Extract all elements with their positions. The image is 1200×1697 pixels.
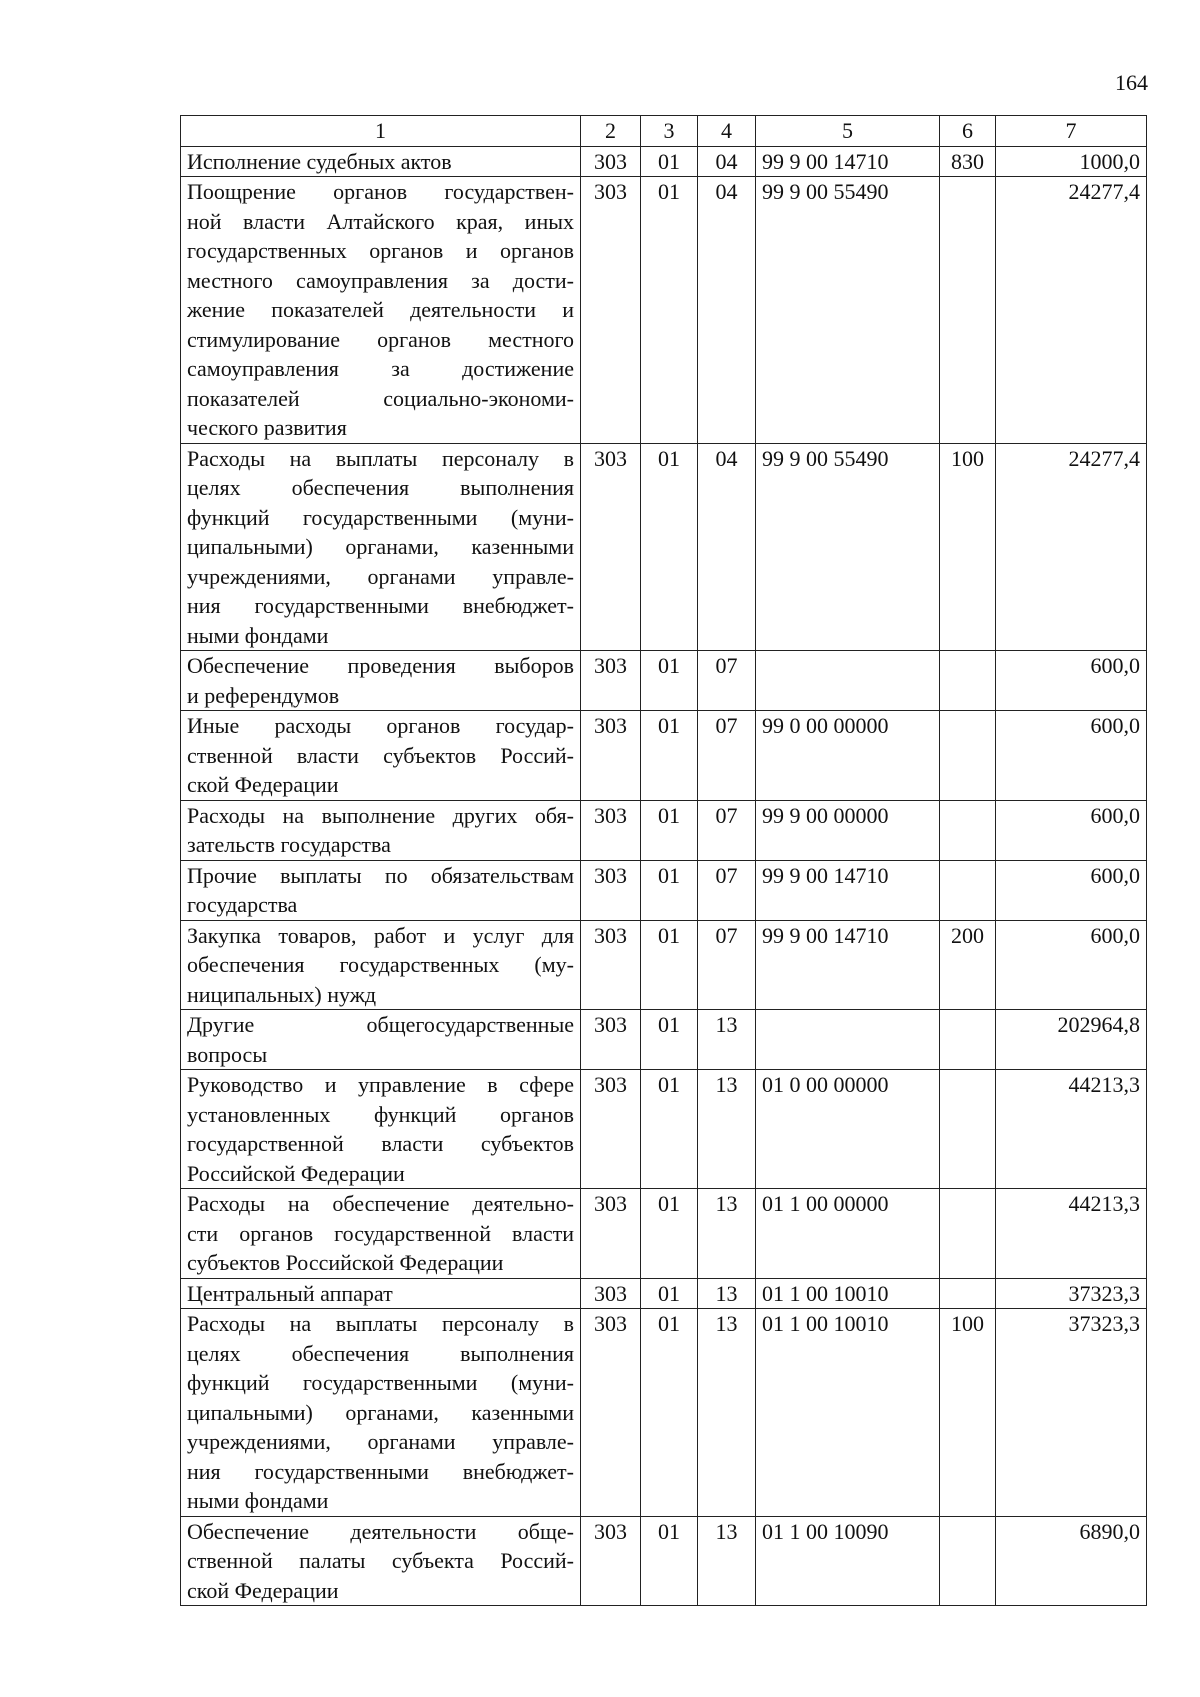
header-col-4: 4 xyxy=(698,116,756,147)
cell-item-name xyxy=(181,920,581,1010)
cell-target-article: 01 1 00 00000 xyxy=(756,1189,940,1279)
cell-amount: 6890,0 xyxy=(996,1516,1147,1606)
cell-subsection: 13 xyxy=(698,1189,756,1279)
cell-section: 01 xyxy=(641,1278,698,1309)
page-number: 164 xyxy=(1115,70,1148,95)
cell-item-name xyxy=(181,177,581,444)
cell-ministry-code: 303 xyxy=(581,1070,641,1189)
cell-expense-type xyxy=(940,1010,996,1070)
cell-section: 01 xyxy=(641,1189,698,1279)
table-row xyxy=(181,1516,1147,1606)
cell-ministry-code: 303 xyxy=(581,920,641,1010)
item-name-line: Другие общегосударственные xyxy=(187,1012,574,1037)
cell-amount: 37323,3 xyxy=(996,1309,1147,1517)
header-row xyxy=(181,116,1147,147)
cell-expense-type xyxy=(940,711,996,801)
cell-item-name xyxy=(181,1010,581,1070)
item-name-line: функций государственными (муни- xyxy=(187,1370,574,1395)
cell-target-article: 99 9 00 14710 xyxy=(756,146,940,177)
cell-expense-type: 100 xyxy=(940,443,996,651)
item-name-line: ческого развития xyxy=(187,415,347,440)
item-name-line: Обеспечение деятельности обще- xyxy=(187,1518,574,1544)
item-name-line: ственной палаты субъекта Россий- xyxy=(187,1548,574,1573)
item-name-line: самоуправления за достижение xyxy=(187,356,574,381)
item-name-line: ниципальных) нужд xyxy=(187,981,377,1007)
item-name-line: учреждениями, органами управле- xyxy=(187,1429,574,1454)
cell-expense-type xyxy=(940,800,996,860)
item-name-line: функций государственными (муни- xyxy=(187,504,574,530)
table-row xyxy=(181,1189,1147,1279)
header-col-5: 5 xyxy=(756,116,940,147)
cell-item-name xyxy=(181,711,581,801)
item-name-line: учреждениями, органами управле- xyxy=(187,563,574,589)
item-name-line: вопросы xyxy=(187,1041,268,1067)
item-name-line: установленных функций органов xyxy=(187,1101,574,1127)
item-name-line: сти органов государственной власти xyxy=(187,1220,574,1246)
table-row xyxy=(181,860,1147,920)
table-header xyxy=(181,116,1147,147)
cell-ministry-code: 303 xyxy=(581,177,641,444)
cell-subsection: 04 xyxy=(698,443,756,651)
item-name-line: ной власти Алтайского края, иных xyxy=(187,208,574,234)
cell-target-article: 99 9 00 55490 xyxy=(756,443,940,651)
header-col-2: 2 xyxy=(581,116,641,147)
cell-ministry-code: 303 xyxy=(581,1309,641,1517)
cell-ministry-code: 303 xyxy=(581,1516,641,1606)
cell-target-article: 01 1 00 10090 xyxy=(756,1516,940,1606)
cell-amount: 44213,3 xyxy=(996,1070,1147,1189)
cell-item-name xyxy=(181,800,581,860)
cell-item-name xyxy=(181,1189,581,1279)
item-name-line: Расходы на выполнение других обя- xyxy=(187,802,574,828)
cell-item-name xyxy=(181,1309,581,1517)
cell-amount: 600,0 xyxy=(996,651,1147,711)
item-name-line: государства xyxy=(187,892,298,917)
item-name-line: ственной власти субъектов Россий- xyxy=(187,742,574,768)
cell-section: 01 xyxy=(641,146,698,177)
header-col-1: 1 xyxy=(181,116,581,147)
cell-expense-type xyxy=(940,651,996,711)
table-row xyxy=(181,1070,1147,1189)
item-name-line: Руководство и управление в сфере xyxy=(187,1072,574,1097)
table-body xyxy=(181,146,1147,1606)
item-name-line: Обеспечение проведения выборов xyxy=(187,653,574,678)
cell-item-name xyxy=(181,1278,581,1309)
cell-amount: 600,0 xyxy=(996,920,1147,1010)
item-name-line: Расходы на выплаты персоналу в xyxy=(187,1311,574,1336)
item-name-line: Иные расходы органов государ- xyxy=(187,713,574,738)
item-name-line: ской Федерации xyxy=(187,772,339,797)
table-row xyxy=(181,800,1147,860)
item-name-line: стимулирование органов местного xyxy=(187,326,574,352)
cell-expense-type xyxy=(940,1278,996,1309)
cell-ministry-code: 303 xyxy=(581,711,641,801)
table-row xyxy=(181,711,1147,801)
cell-target-article xyxy=(756,651,940,711)
cell-item-name xyxy=(181,860,581,920)
cell-item-name xyxy=(181,146,581,177)
cell-section: 01 xyxy=(641,651,698,711)
cell-target-article: 99 9 00 55490 xyxy=(756,177,940,444)
table-row xyxy=(181,146,1147,177)
item-name-line: ния государственными внебюджет- xyxy=(187,1458,574,1484)
table-row xyxy=(181,177,1147,444)
cell-section: 01 xyxy=(641,1070,698,1189)
item-name-line: ными фондами xyxy=(187,1488,329,1513)
cell-section: 01 xyxy=(641,920,698,1010)
cell-target-article: 99 9 00 00000 xyxy=(756,800,940,860)
item-name-line: Расходы на выплаты персоналу в xyxy=(187,445,574,471)
cell-subsection: 07 xyxy=(698,920,756,1010)
item-name-line: Центральный аппарат xyxy=(187,1280,393,1306)
cell-ministry-code: 303 xyxy=(581,1278,641,1309)
cell-ministry-code: 303 xyxy=(581,651,641,711)
cell-expense-type xyxy=(940,860,996,920)
item-name-line: государственной власти субъектов xyxy=(187,1131,574,1156)
cell-item-name xyxy=(181,1516,581,1606)
cell-expense-type: 200 xyxy=(940,920,996,1010)
item-name-line: местного самоуправления за дости- xyxy=(187,267,574,293)
cell-section: 01 xyxy=(641,711,698,801)
cell-section: 01 xyxy=(641,800,698,860)
cell-section: 01 xyxy=(641,1516,698,1606)
item-name-line: ния государственными внебюджет- xyxy=(187,593,574,618)
cell-subsection: 13 xyxy=(698,1278,756,1309)
item-name-line: государственных органов и органов xyxy=(187,238,574,263)
cell-expense-type xyxy=(940,1189,996,1279)
cell-target-article: 01 1 00 10010 xyxy=(756,1309,940,1517)
cell-expense-type: 830 xyxy=(940,146,996,177)
item-name-line: Прочие выплаты по обязательствам xyxy=(187,862,574,888)
item-name-line: и референдумов xyxy=(187,682,340,708)
cell-section: 01 xyxy=(641,1010,698,1070)
header-col-7: 7 xyxy=(996,116,1147,147)
cell-subsection: 13 xyxy=(698,1309,756,1517)
cell-subsection: 04 xyxy=(698,177,756,444)
budget-table xyxy=(180,115,1147,1606)
item-name-line: Российской Федерации xyxy=(187,1160,405,1186)
item-name-line: ципальными) органами, казенными xyxy=(187,534,574,559)
cell-ministry-code: 303 xyxy=(581,443,641,651)
item-name-line: обеспечения государственных (му- xyxy=(187,952,574,977)
cell-target-article: 99 9 00 14710 xyxy=(756,860,940,920)
cell-subsection: 07 xyxy=(698,800,756,860)
cell-section: 01 xyxy=(641,443,698,651)
header-col-6: 6 xyxy=(940,116,996,147)
item-name-line: ципальными) органами, казенными xyxy=(187,1399,574,1425)
item-name-line: субъектов Российской Федерации xyxy=(187,1250,504,1275)
cell-section: 01 xyxy=(641,177,698,444)
table-row xyxy=(181,1309,1147,1517)
cell-ministry-code: 303 xyxy=(581,1010,641,1070)
item-name-line: жение показателей деятельности и xyxy=(187,297,574,322)
cell-ministry-code: 303 xyxy=(581,860,641,920)
header-col-3: 3 xyxy=(641,116,698,147)
cell-amount: 24277,4 xyxy=(996,443,1147,651)
cell-amount: 600,0 xyxy=(996,800,1147,860)
cell-amount: 44213,3 xyxy=(996,1189,1147,1279)
cell-subsection: 13 xyxy=(698,1070,756,1189)
table-row xyxy=(181,443,1147,651)
cell-subsection: 07 xyxy=(698,651,756,711)
item-name-line: Исполнение судебных актов xyxy=(187,148,452,174)
cell-subsection: 07 xyxy=(698,711,756,801)
cell-section: 01 xyxy=(641,860,698,920)
cell-subsection: 04 xyxy=(698,146,756,177)
cell-amount: 600,0 xyxy=(996,860,1147,920)
cell-amount: 1000,0 xyxy=(996,146,1147,177)
table-row xyxy=(181,651,1147,711)
item-name-line: ской Федерации xyxy=(187,1577,339,1603)
cell-item-name xyxy=(181,1070,581,1189)
table-row xyxy=(181,1010,1147,1070)
table-row xyxy=(181,1278,1147,1309)
item-name-line: Поощрение органов государствен- xyxy=(187,179,574,204)
item-name-line: целях обеспечения выполнения xyxy=(187,475,574,500)
item-name-line: показателей социально-экономи- xyxy=(187,385,574,411)
item-name-line: целях обеспечения выполнения xyxy=(187,1340,574,1366)
cell-subsection: 13 xyxy=(698,1516,756,1606)
cell-amount: 202964,8 xyxy=(996,1010,1147,1070)
item-name-line: зательств государства xyxy=(187,832,391,857)
cell-amount: 37323,3 xyxy=(996,1278,1147,1309)
cell-subsection: 13 xyxy=(698,1010,756,1070)
cell-item-name xyxy=(181,443,581,651)
cell-ministry-code: 303 xyxy=(581,146,641,177)
item-name-line: Закупка товаров, работ и услуг для xyxy=(187,922,574,948)
cell-target-article: 99 9 00 14710 xyxy=(756,920,940,1010)
cell-section: 01 xyxy=(641,1309,698,1517)
item-name-line: ными фондами xyxy=(187,622,329,648)
cell-expense-type xyxy=(940,1070,996,1189)
cell-expense-type: 100 xyxy=(940,1309,996,1517)
cell-amount: 24277,4 xyxy=(996,177,1147,444)
cell-expense-type xyxy=(940,1516,996,1606)
cell-subsection: 07 xyxy=(698,860,756,920)
cell-ministry-code: 303 xyxy=(581,1189,641,1279)
cell-target-article: 01 0 00 00000 xyxy=(756,1070,940,1189)
cell-target-article: 01 1 00 10010 xyxy=(756,1278,940,1309)
cell-ministry-code: 303 xyxy=(581,800,641,860)
table-row xyxy=(181,920,1147,1010)
cell-amount: 600,0 xyxy=(996,711,1147,801)
item-name-line: Расходы на обеспечение деятельно- xyxy=(187,1191,574,1216)
cell-item-name xyxy=(181,651,581,711)
cell-target-article: 99 0 00 00000 xyxy=(756,711,940,801)
cell-expense-type xyxy=(940,177,996,444)
cell-target-article xyxy=(756,1010,940,1070)
